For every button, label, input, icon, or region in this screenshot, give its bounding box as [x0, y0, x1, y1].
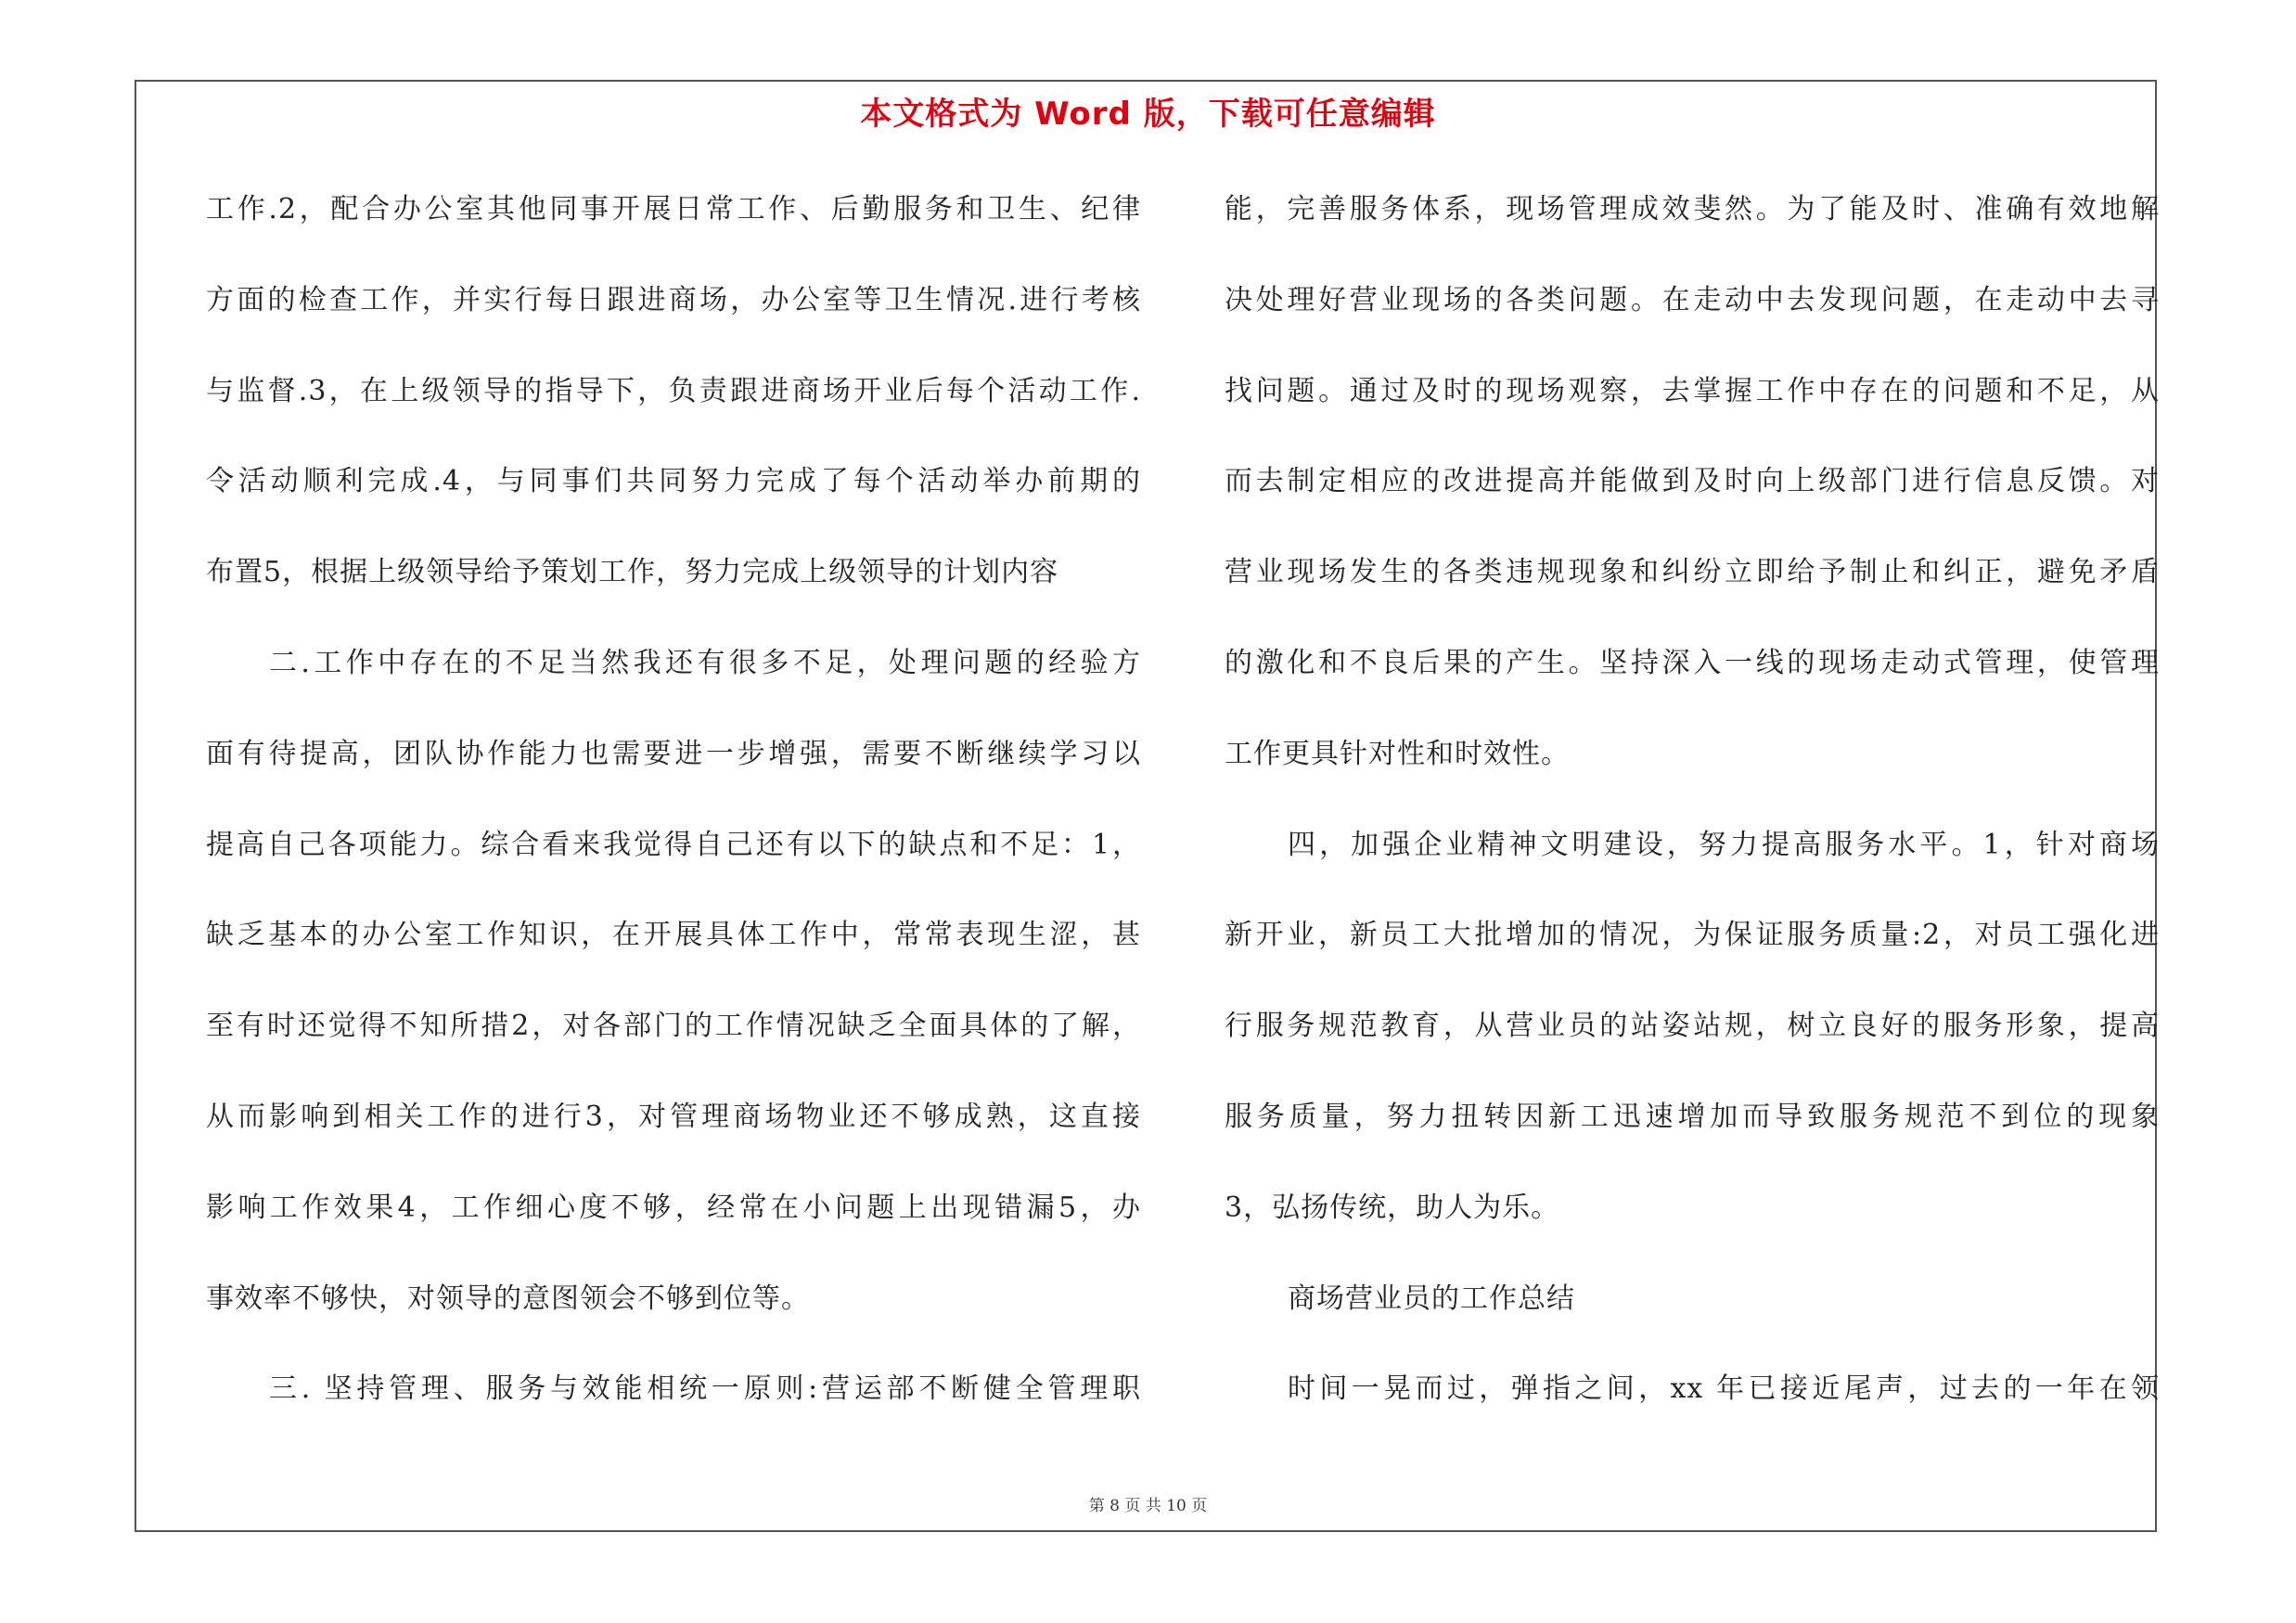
text-line: 商场营业员的工作总结	[1288, 1282, 1575, 1315]
text-line: 工作更具针对性和时效性。	[1225, 737, 1570, 770]
text-line: 方面的检查工作，并实行每日跟进商场，办公室等卫生情况.进行考核	[206, 283, 1141, 316]
text-line: 二.工作中存在的不足当然我还有很多不足，处理问题的经验方	[269, 646, 1141, 679]
text-line: 四，加强企业精神文明建设，努力提高服务水平。1，针对商场	[1288, 828, 2160, 861]
page-number-footer: 第 8 页 共 10 页	[1088, 1497, 1208, 1515]
text-line: 营业现场发生的各类违规现象和纠纷立即给予制止和纠正，避免矛盾	[1225, 556, 2160, 589]
text-line: 令活动顺利完成.4，与同事们共同努力完成了每个活动举办前期的	[206, 465, 1141, 498]
text-line: 面有待提高，团队协作能力也需要进一步增强，需要不断继续学习以	[206, 737, 1141, 770]
text-line: 能，完善服务体系，现场管理成效斐然。为了能及时、准确有效地解	[1225, 193, 2160, 225]
text-line: 布置5，根据上级领导给予策划工作，努力完成上级领导的计划内容	[206, 556, 1059, 589]
text-line: 三. 坚持管理、服务与效能相统一原则:营运部不断健全管理职	[269, 1372, 1141, 1406]
text-line: 3，弘扬传统，助人为乐。	[1225, 1191, 1560, 1224]
text-line: 行服务规范教育，从营业员的站姿站规，树立良好的服务形象，提高	[1225, 1010, 2160, 1043]
text-line: 服务质量，努力扭转因新工迅速增加而导致服务规范不到位的现象	[1225, 1100, 2160, 1133]
text-line: 而去制定相应的改进提高并能做到及时向上级部门进行信息反馈。对	[1225, 465, 2160, 498]
text-line: 决处理好营业现场的各类问题。在走动中去发现问题，在走动中去寻	[1225, 283, 2160, 316]
text-line: 缺乏基本的办公室工作知识，在开展具体工作中，常常表现生涩，甚	[206, 919, 1141, 952]
text-line: 找问题。通过及时的现场观察，去掌握工作中存在的问题和不足，从	[1225, 374, 2160, 407]
text-line: 的激化和不良后果的产生。坚持深入一线的现场走动式管理，使管理	[1225, 646, 2160, 679]
text-line: 从而影响到相关工作的进行3，对管理商场物业还不够成熟，这直接	[206, 1100, 1141, 1133]
text-line: 影响工作效果4，工作细心度不够，经常在小问题上出现错漏5，办	[206, 1191, 1141, 1224]
text-line: 与监督.3，在上级领导的指导下，负责跟进商场开业后每个活动工作.	[206, 374, 1141, 407]
text-line: 新开业，新员工大批增加的情况，为保证服务质量:2，对员工强化进	[1225, 919, 2160, 952]
text-line: 时间一晃而过，弹指之间，xx 年已接近尾声，过去的一年在领	[1288, 1372, 2160, 1406]
document-banner: 本文格式为 Word 版，下载可任意编辑	[860, 96, 1436, 133]
text-line: 工作.2，配合办公室其他同事开展日常工作、后勤服务和卫生、纪律	[206, 193, 1141, 225]
text-line: 事效率不够快，对领导的意图领会不够到位等。	[206, 1282, 810, 1315]
left-text-column	[206, 182, 1141, 1452]
text-line: 提高自己各项能力。综合看来我觉得自己还有以下的缺点和不足：1，	[206, 828, 1141, 861]
right-text-column	[1225, 182, 2160, 1452]
text-line: 至有时还觉得不知所措2，对各部门的工作情况缺乏全面具体的了解，	[206, 1010, 1141, 1043]
